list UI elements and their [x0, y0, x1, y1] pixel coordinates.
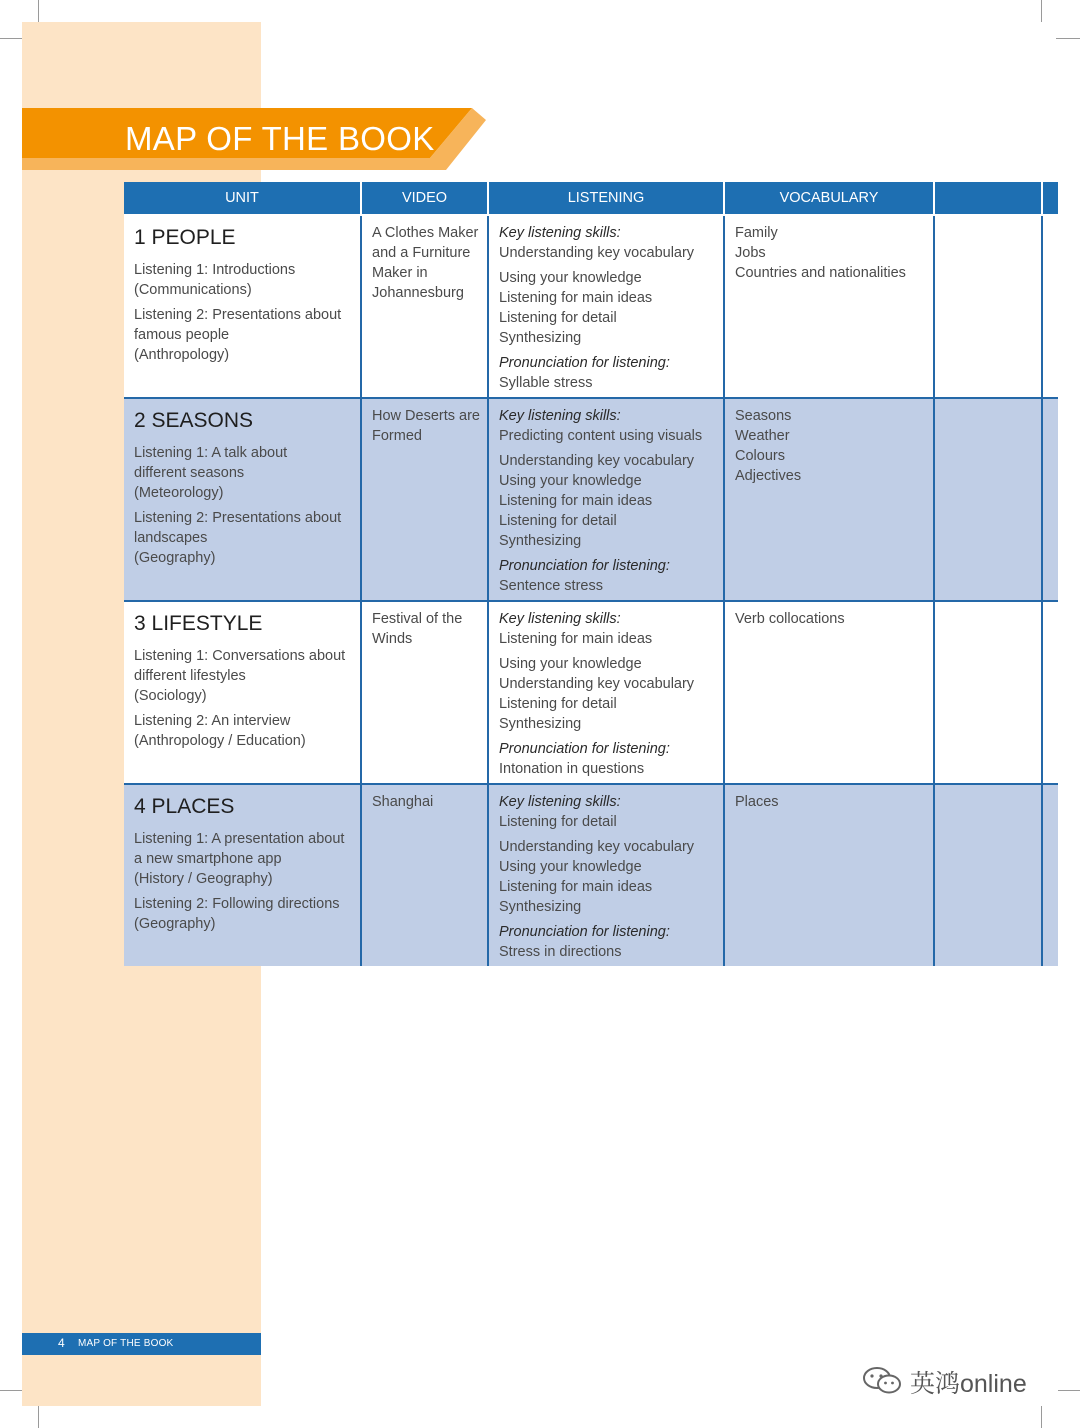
- title-banner: [22, 108, 492, 170]
- empty-cell: [934, 601, 1042, 784]
- video-title-line: Maker in: [372, 265, 428, 281]
- unit-cell: [124, 215, 361, 398]
- unit-title: 1 PEOPLE: [134, 226, 236, 249]
- page-number: 4: [58, 1336, 65, 1350]
- unit-cell: [124, 601, 361, 784]
- vocabulary-item: Jobs: [735, 245, 766, 261]
- video-title-line: Winds: [372, 631, 413, 647]
- unit-line: (Communications): [134, 282, 252, 298]
- listening-block: [134, 711, 354, 751]
- table-header-row: [124, 182, 1058, 215]
- listening-block: [134, 646, 354, 706]
- unit-line: (Meteorology): [134, 485, 224, 501]
- unit-line: landscapes: [134, 530, 208, 546]
- vocabulary-item: Colours: [735, 448, 785, 464]
- unit-line: different lifestyles: [134, 668, 246, 684]
- listening-block: [134, 443, 354, 503]
- listening-block: [134, 894, 354, 934]
- listening-cell: [488, 398, 724, 601]
- video-title-line: Festival of the: [372, 611, 463, 627]
- pronunciation-item: Stress in directions: [499, 944, 622, 960]
- video-cell: [361, 398, 488, 601]
- unit-title: 4 PLACES: [134, 795, 235, 818]
- skill-item: Synthesizing: [499, 533, 582, 549]
- vocabulary-cell: [724, 398, 934, 601]
- empty-cell: [934, 784, 1042, 966]
- empty-cell: [1042, 215, 1058, 398]
- skill-item: Understanding key vocabulary: [499, 839, 695, 855]
- skill-item: Listening for detail: [499, 814, 617, 830]
- listening-cell: [488, 784, 724, 966]
- listening-cell: [488, 601, 724, 784]
- video-cell: [361, 215, 488, 398]
- empty-cell: [1042, 601, 1058, 784]
- unit-line: (Anthropology / Education): [134, 733, 306, 749]
- listening-block: [134, 305, 354, 365]
- unit-line: (Geography): [134, 916, 216, 932]
- unit-cell: [124, 784, 361, 966]
- unit-line: Listening 1: A talk about: [134, 445, 288, 461]
- unit-line: Listening 2: Presentations about: [134, 510, 342, 526]
- header-column-6: [1042, 182, 1058, 215]
- video-title-line: Shanghai: [372, 794, 434, 810]
- skill-item: Synthesizing: [499, 330, 582, 346]
- vocabulary-item: Countries and nationalities: [735, 265, 906, 281]
- header-column-5: [934, 182, 1042, 215]
- map-of-book-table: [124, 182, 1058, 966]
- page-title: MAP OF THE BOOK: [125, 120, 435, 157]
- skill-item: Using your knowledge: [499, 656, 642, 672]
- crop-mark: [1041, 0, 1042, 22]
- pronunciation-item: Sentence stress: [499, 578, 603, 594]
- pronunciation-heading: Pronunciation for listening:: [499, 355, 670, 371]
- skill-item: Listening for detail: [499, 696, 617, 712]
- listening-block: [134, 508, 354, 568]
- crop-mark: [0, 38, 22, 39]
- header-vocabulary: VOCABULARY: [724, 182, 934, 215]
- key-skills-heading: Key listening skills:: [499, 794, 621, 810]
- empty-cell: [1042, 784, 1058, 966]
- crop-mark: [38, 1406, 39, 1428]
- crop-mark: [1041, 1406, 1042, 1428]
- skill-item: Understanding key vocabulary: [499, 245, 695, 261]
- skill-item: Listening for main ideas: [499, 493, 653, 509]
- skill-item: Understanding key vocabulary: [499, 676, 695, 692]
- unit-line: (Sociology): [134, 688, 207, 704]
- skill-item: Listening for detail: [499, 310, 617, 326]
- empty-cell: [934, 215, 1042, 398]
- unit-line: Listening 2: Following directions: [134, 896, 340, 912]
- empty-cell: [1042, 398, 1058, 601]
- pronunciation-heading: Pronunciation for listening:: [499, 924, 670, 940]
- skill-item: Using your knowledge: [499, 859, 642, 875]
- video-title-line: Formed: [372, 428, 422, 444]
- video-title-line: How Deserts are: [372, 408, 480, 424]
- unit-line: famous people: [134, 327, 230, 343]
- unit-title: 3 LIFESTYLE: [134, 612, 263, 635]
- key-skills-heading: Key listening skills:: [499, 225, 621, 241]
- vocabulary-item: Seasons: [735, 408, 792, 424]
- unit-line: different seasons: [134, 465, 245, 481]
- crop-mark: [38, 0, 39, 22]
- pronunciation-heading: Pronunciation for listening:: [499, 558, 670, 574]
- video-title-line: A Clothes Maker: [372, 225, 479, 241]
- pronunciation-item: Intonation in questions: [499, 761, 645, 777]
- unit-line: a new smartphone app: [134, 851, 282, 867]
- skill-item: Using your knowledge: [499, 270, 642, 286]
- skill-item: Listening for main ideas: [499, 879, 653, 895]
- vocabulary-item: Family: [735, 225, 778, 241]
- unit-cell: [124, 398, 361, 601]
- table-row: [124, 784, 1058, 966]
- listening-block: [134, 260, 354, 300]
- video-title-line: and a Furniture: [372, 245, 471, 261]
- unit-title: 2 SEASONS: [134, 409, 254, 432]
- unit-line: Listening 2: An interview: [134, 713, 291, 729]
- unit-line: (Geography): [134, 550, 216, 566]
- footer-label: MAP OF THE BOOK: [78, 1338, 174, 1349]
- header-unit: UNIT: [124, 182, 361, 215]
- crop-mark: [0, 1390, 22, 1391]
- watermark-text: 英鸿online: [910, 1370, 1027, 1398]
- skill-item: Listening for detail: [499, 513, 617, 529]
- vocabulary-cell: [724, 784, 934, 966]
- vocabulary-item: Places: [735, 794, 779, 810]
- skill-item: Synthesizing: [499, 716, 582, 732]
- vocabulary-item: Adjectives: [735, 468, 802, 484]
- unit-line: Listening 2: Presentations about: [134, 307, 342, 323]
- video-cell: [361, 601, 488, 784]
- vocabulary-cell: [724, 215, 934, 398]
- skill-item: Listening for main ideas: [499, 290, 653, 306]
- watermark: [862, 1364, 1052, 1398]
- unit-line: (History / Geography): [134, 871, 273, 887]
- table-row: [124, 601, 1058, 784]
- video-cell: [361, 784, 488, 966]
- page-footer: [22, 1333, 261, 1355]
- crop-mark: [1056, 38, 1080, 39]
- vocabulary-item: Weather: [735, 428, 790, 444]
- wechat-icon: [862, 1366, 904, 1396]
- key-skills-heading: Key listening skills:: [499, 408, 621, 424]
- vocabulary-item: Verb collocations: [735, 611, 845, 627]
- skill-item: Predicting content using visuals: [499, 428, 703, 444]
- header-video: VIDEO: [361, 182, 488, 215]
- skill-item: Listening for main ideas: [499, 631, 653, 647]
- skill-item: Synthesizing: [499, 899, 582, 915]
- listening-cell: [488, 215, 724, 398]
- unit-line: Listening 1: Conversations about: [134, 648, 346, 664]
- empty-cell: [934, 398, 1042, 601]
- video-title-line: Johannesburg: [372, 285, 464, 301]
- unit-line: Listening 1: A presentation about: [134, 831, 345, 847]
- pronunciation-heading: Pronunciation for listening:: [499, 741, 670, 757]
- unit-line: Listening 1: Introductions: [134, 262, 296, 278]
- listening-block: [134, 829, 354, 889]
- header-listening: LISTENING: [488, 182, 724, 215]
- key-skills-heading: Key listening skills:: [499, 611, 621, 627]
- skill-item: Understanding key vocabulary: [499, 453, 695, 469]
- table-row: [124, 215, 1058, 398]
- skill-item: Using your knowledge: [499, 473, 642, 489]
- unit-line: (Anthropology): [134, 347, 230, 363]
- pronunciation-item: Syllable stress: [499, 375, 593, 391]
- crop-mark: [1058, 1390, 1080, 1391]
- vocabulary-cell: [724, 601, 934, 784]
- table-row: [124, 398, 1058, 601]
